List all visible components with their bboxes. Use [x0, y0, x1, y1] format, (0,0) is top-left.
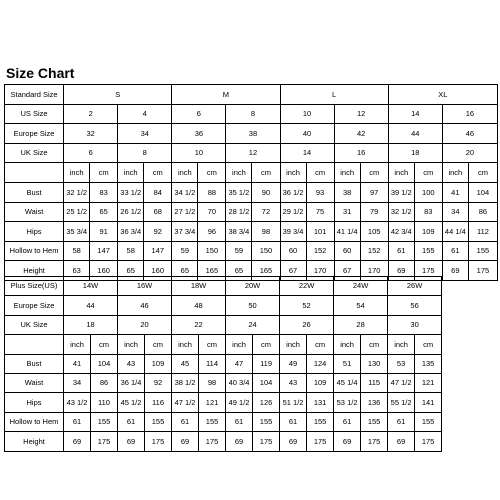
measure-row-waist — [5, 202, 498, 222]
page-title: Size Chart — [6, 65, 75, 81]
measure-value: 175 — [199, 432, 226, 451]
europe-size-value: 42 — [334, 124, 388, 144]
measure-value: 36 3/4 — [118, 222, 144, 242]
measure-value: 155 — [307, 412, 334, 431]
measure-value: 61 — [64, 412, 91, 431]
uk-size-value: 16 — [334, 143, 388, 163]
measure-value: 41 1/4 — [334, 222, 360, 242]
unit-inch-label: inch — [226, 335, 253, 354]
unit-inch-label: inch — [172, 163, 198, 183]
measure-value: 51 — [334, 354, 361, 373]
uk-size-value: 26 — [280, 315, 334, 334]
measure-value: 93 — [306, 182, 334, 202]
measure-value: 36 1/2 — [280, 182, 306, 202]
measure-value: 61 — [388, 241, 414, 261]
europe-size-value: 44 — [388, 124, 442, 144]
measure-value: 141 — [415, 393, 442, 412]
europe-size-value: 48 — [172, 296, 226, 315]
europe-size-value: 40 — [280, 124, 334, 144]
measure-value: 47 1/2 — [172, 393, 199, 412]
europe-size-value: 52 — [280, 296, 334, 315]
measure-value: 109 — [414, 222, 442, 242]
measure-value: 114 — [199, 354, 226, 373]
uk-size-value: 20 — [442, 143, 497, 163]
measure-value: 47 — [226, 354, 253, 373]
unit-cm-label: cm — [414, 163, 442, 183]
measure-value: 150 — [198, 241, 226, 261]
measure-value: 43 — [118, 354, 145, 373]
us-size-value: 14 — [388, 104, 442, 124]
measure-label: Bust — [5, 182, 64, 202]
europe-size-row — [5, 124, 498, 144]
measure-value: 104 — [91, 354, 118, 373]
measure-value: 92 — [144, 222, 172, 242]
measure-value: 110 — [91, 393, 118, 412]
measure-value: 155 — [91, 412, 118, 431]
measure-value: 98 — [199, 373, 226, 392]
size-header-row — [5, 85, 498, 105]
unit-cm-label: cm — [306, 163, 334, 183]
measure-value: 100 — [414, 182, 442, 202]
unit-inch-label: inch — [64, 163, 90, 183]
measure-value: 26 1/2 — [118, 202, 144, 222]
uk-size-value: 20 — [118, 315, 172, 334]
unit-cm-label: cm — [415, 335, 442, 354]
measure-value: 32 1/2 — [388, 202, 414, 222]
uk-size-value: 6 — [64, 143, 118, 163]
measure-value: 96 — [198, 222, 226, 242]
europe-size-value: 54 — [334, 296, 388, 315]
uk-size-label: UK Size — [5, 143, 64, 163]
measure-value: 60 — [334, 241, 360, 261]
uk-size-value: 18 — [388, 143, 442, 163]
measure-value: 92 — [145, 373, 172, 392]
measure-value: 61 — [388, 412, 415, 431]
measure-value: 155 — [361, 412, 388, 431]
unit-cm-label: cm — [91, 335, 118, 354]
measure-value: 135 — [415, 354, 442, 373]
measure-value: 69 — [226, 432, 253, 451]
measure-value: 59 — [226, 241, 252, 261]
measure-value: 104 — [468, 182, 497, 202]
unit-cm-label: cm — [307, 335, 334, 354]
measure-row-bust — [5, 182, 498, 202]
measure-row-bust — [5, 354, 442, 373]
uk-size-value: 18 — [64, 315, 118, 334]
measure-value: 65 — [226, 261, 252, 281]
measure-value: 69 — [388, 261, 414, 281]
measure-value: 175 — [91, 432, 118, 451]
us-size-value: 4 — [118, 104, 172, 124]
measure-value: 41 — [64, 354, 91, 373]
uk-size-label: UK Size — [5, 315, 64, 334]
uk-size-value: 12 — [226, 143, 280, 163]
measure-label: Bust — [5, 354, 64, 373]
measure-value: 34 — [442, 202, 468, 222]
units-row-label — [5, 335, 64, 354]
size-group-label: M — [172, 85, 280, 105]
measure-value: 61 — [226, 412, 253, 431]
measure-value: 165 — [198, 261, 226, 281]
unit-cm-label: cm — [360, 163, 388, 183]
measure-value: 53 1/2 — [334, 393, 361, 412]
size-group-label: XL — [388, 85, 497, 105]
size-group-label: 18W — [172, 277, 226, 296]
measure-value: 34 1/2 — [172, 182, 198, 202]
measure-value: 170 — [360, 261, 388, 281]
us-size-value: 8 — [226, 104, 280, 124]
measure-value: 147 — [144, 241, 172, 261]
size-group-label: 14W — [64, 277, 118, 296]
measure-value: 131 — [307, 393, 334, 412]
europe-size-value: 46 — [118, 296, 172, 315]
standard-size-table — [4, 84, 498, 281]
measure-value: 121 — [199, 393, 226, 412]
measure-row-hollow-to-hem — [5, 241, 498, 261]
measure-value: 39 3/4 — [280, 222, 306, 242]
measure-value: 175 — [415, 432, 442, 451]
measure-value: 165 — [252, 261, 280, 281]
measure-value: 72 — [252, 202, 280, 222]
measure-value: 28 1/2 — [226, 202, 252, 222]
measure-value: 69 — [334, 432, 361, 451]
measure-value: 63 — [64, 261, 90, 281]
measure-value: 150 — [252, 241, 280, 261]
measure-value: 36 1/4 — [118, 373, 145, 392]
europe-size-value: 34 — [118, 124, 172, 144]
units-row — [5, 335, 442, 354]
plus-size-table — [4, 276, 442, 452]
unit-cm-label: cm — [361, 335, 388, 354]
standard-size-table-body — [5, 85, 498, 281]
uk-size-row — [5, 315, 442, 334]
unit-cm-label: cm — [198, 163, 226, 183]
unit-cm-label: cm — [253, 335, 280, 354]
measure-value: 58 — [64, 241, 90, 261]
measure-value: 147 — [90, 241, 118, 261]
measure-value: 136 — [361, 393, 388, 412]
measure-value: 155 — [199, 412, 226, 431]
measure-value: 121 — [415, 373, 442, 392]
measure-value: 42 3/4 — [388, 222, 414, 242]
measure-value: 43 1/2 — [64, 393, 91, 412]
measure-value: 60 — [280, 241, 306, 261]
unit-cm-label: cm — [199, 335, 226, 354]
measure-value: 67 — [334, 261, 360, 281]
measure-value: 65 — [172, 261, 198, 281]
unit-cm-label: cm — [468, 163, 497, 183]
measure-value: 97 — [360, 182, 388, 202]
measure-value: 44 1/4 — [442, 222, 468, 242]
europe-size-value: 32 — [64, 124, 118, 144]
measure-value: 175 — [307, 432, 334, 451]
measure-value: 90 — [252, 182, 280, 202]
unit-inch-label: inch — [388, 335, 415, 354]
unit-inch-label: inch — [334, 335, 361, 354]
unit-cm-label: cm — [144, 163, 172, 183]
measure-value: 32 1/2 — [64, 182, 90, 202]
europe-size-value: 36 — [172, 124, 226, 144]
measure-value: 175 — [145, 432, 172, 451]
measure-value: 35 1/2 — [226, 182, 252, 202]
measure-value: 175 — [468, 261, 497, 281]
measure-value: 37 3/4 — [172, 222, 198, 242]
uk-size-value: 28 — [334, 315, 388, 334]
measure-value: 170 — [306, 261, 334, 281]
units-row-label — [5, 163, 64, 183]
uk-size-value: 24 — [226, 315, 280, 334]
uk-size-value: 30 — [388, 315, 442, 334]
measure-value: 68 — [144, 202, 172, 222]
measure-value: 65 — [90, 202, 118, 222]
us-size-label: US Size — [5, 104, 64, 124]
unit-cm-label: cm — [252, 163, 280, 183]
uk-size-value: 14 — [280, 143, 334, 163]
uk-size-value: 10 — [172, 143, 226, 163]
units-row — [5, 163, 498, 183]
measure-value: 59 — [172, 241, 198, 261]
measure-value: 104 — [253, 373, 280, 392]
size-header-row — [5, 277, 442, 296]
measure-value: 69 — [64, 432, 91, 451]
size-group-label: L — [280, 85, 388, 105]
unit-inch-label: inch — [280, 163, 306, 183]
europe-size-value: 38 — [226, 124, 280, 144]
measure-value: 45 1/2 — [118, 393, 145, 412]
measure-value: 49 1/2 — [226, 393, 253, 412]
europe-size-label: Europe Size — [5, 124, 64, 144]
size-group-label: 22W — [280, 277, 334, 296]
measure-value: 155 — [145, 412, 172, 431]
measure-value: 175 — [414, 261, 442, 281]
measure-value: 41 — [442, 182, 468, 202]
measure-value: 69 — [172, 432, 199, 451]
size-group-label: 24W — [334, 277, 388, 296]
measure-value: 58 — [118, 241, 144, 261]
unit-inch-label: inch — [334, 163, 360, 183]
measure-value: 35 3/4 — [64, 222, 90, 242]
measure-row-hollow-to-hem — [5, 412, 442, 431]
unit-inch-label: inch — [64, 335, 91, 354]
measure-value: 109 — [145, 354, 172, 373]
uk-size-value: 8 — [118, 143, 172, 163]
measure-value: 69 — [388, 432, 415, 451]
measure-label: Hips — [5, 393, 64, 412]
unit-inch-label: inch — [388, 163, 414, 183]
unit-inch-label: inch — [118, 163, 144, 183]
measure-value: 40 3/4 — [226, 373, 253, 392]
measure-label: Height — [5, 432, 64, 451]
us-size-value: 12 — [334, 104, 388, 124]
unit-inch-label: inch — [226, 163, 252, 183]
europe-size-value: 44 — [64, 296, 118, 315]
uk-size-row — [5, 143, 498, 163]
measure-value: 126 — [253, 393, 280, 412]
europe-size-label: Europe Size — [5, 296, 64, 315]
plus-size-table-body — [5, 277, 442, 452]
measure-value: 84 — [144, 182, 172, 202]
measure-value: 61 — [280, 412, 307, 431]
size-group-label: 16W — [118, 277, 172, 296]
measure-value: 49 — [280, 354, 307, 373]
measure-value: 115 — [361, 373, 388, 392]
measure-value: 61 — [442, 241, 468, 261]
measure-value: 86 — [91, 373, 118, 392]
size-header-label: Standard Size — [5, 85, 64, 105]
us-size-value: 2 — [64, 104, 118, 124]
unit-cm-label: cm — [90, 163, 118, 183]
unit-inch-label: inch — [118, 335, 145, 354]
uk-size-value: 22 — [172, 315, 226, 334]
measure-row-hips — [5, 222, 498, 242]
measure-label: Hollow to Hem — [5, 412, 64, 431]
measure-value: 116 — [145, 393, 172, 412]
measure-value: 27 1/2 — [172, 202, 198, 222]
measure-label: Hips — [5, 222, 64, 242]
unit-inch-label: inch — [442, 163, 468, 183]
measure-value: 69 — [442, 261, 468, 281]
us-size-value: 6 — [172, 104, 226, 124]
measure-value: 38 1/2 — [172, 373, 199, 392]
measure-value: 33 1/2 — [118, 182, 144, 202]
measure-value: 79 — [360, 202, 388, 222]
measure-value: 69 — [118, 432, 145, 451]
measure-row-waist — [5, 373, 442, 392]
measure-value: 29 1/2 — [280, 202, 306, 222]
measure-value: 69 — [280, 432, 307, 451]
measure-value: 55 1/2 — [388, 393, 415, 412]
size-group-label: 26W — [388, 277, 442, 296]
us-size-value: 16 — [442, 104, 497, 124]
measure-value: 155 — [468, 241, 497, 261]
measure-label: Waist — [5, 202, 64, 222]
measure-value: 88 — [198, 182, 226, 202]
measure-value: 155 — [253, 412, 280, 431]
measure-value: 109 — [307, 373, 334, 392]
us-size-row — [5, 104, 498, 124]
measure-value: 75 — [306, 202, 334, 222]
measure-value: 105 — [360, 222, 388, 242]
measure-value: 38 — [334, 182, 360, 202]
measure-value: 43 — [280, 373, 307, 392]
measure-value: 119 — [253, 354, 280, 373]
measure-value: 45 — [172, 354, 199, 373]
size-group-label: 20W — [226, 277, 280, 296]
measure-value: 155 — [415, 412, 442, 431]
size-group-label: S — [64, 85, 172, 105]
measure-value: 152 — [360, 241, 388, 261]
measure-value: 160 — [144, 261, 172, 281]
measure-value: 83 — [90, 182, 118, 202]
measure-value: 152 — [306, 241, 334, 261]
measure-value: 112 — [468, 222, 497, 242]
unit-inch-label: inch — [280, 335, 307, 354]
unit-inch-label: inch — [172, 335, 199, 354]
measure-value: 51 1/2 — [280, 393, 307, 412]
measure-value: 175 — [361, 432, 388, 451]
measure-value: 47 1/2 — [388, 373, 415, 392]
measure-row-hips — [5, 393, 442, 412]
measure-value: 61 — [334, 412, 361, 431]
measure-value: 160 — [90, 261, 118, 281]
measure-value: 25 1/2 — [64, 202, 90, 222]
measure-value: 70 — [198, 202, 226, 222]
measure-value: 83 — [414, 202, 442, 222]
measure-label: Waist — [5, 373, 64, 392]
measure-value: 98 — [252, 222, 280, 242]
measure-value: 61 — [118, 412, 145, 431]
measure-value: 45 1/4 — [334, 373, 361, 392]
measure-value: 101 — [306, 222, 334, 242]
measure-label: Hollow to Hem — [5, 241, 64, 261]
europe-size-value: 46 — [442, 124, 497, 144]
measure-value: 175 — [253, 432, 280, 451]
measure-value: 53 — [388, 354, 415, 373]
us-size-value: 10 — [280, 104, 334, 124]
size-header-label: Plus Size(US) — [5, 277, 64, 296]
measure-value: 91 — [90, 222, 118, 242]
measure-value: 67 — [280, 261, 306, 281]
measure-value: 38 3/4 — [226, 222, 252, 242]
unit-cm-label: cm — [145, 335, 172, 354]
measure-value: 34 — [64, 373, 91, 392]
measure-label: Height — [5, 261, 64, 281]
europe-size-value: 56 — [388, 296, 442, 315]
measure-value: 130 — [361, 354, 388, 373]
measure-value: 31 — [334, 202, 360, 222]
measure-value: 65 — [118, 261, 144, 281]
europe-size-value: 50 — [226, 296, 280, 315]
measure-value: 61 — [172, 412, 199, 431]
measure-row-height — [5, 432, 442, 451]
measure-value: 86 — [468, 202, 497, 222]
measure-value: 155 — [414, 241, 442, 261]
measure-value: 39 1/2 — [388, 182, 414, 202]
measure-value: 124 — [307, 354, 334, 373]
europe-size-row — [5, 296, 442, 315]
